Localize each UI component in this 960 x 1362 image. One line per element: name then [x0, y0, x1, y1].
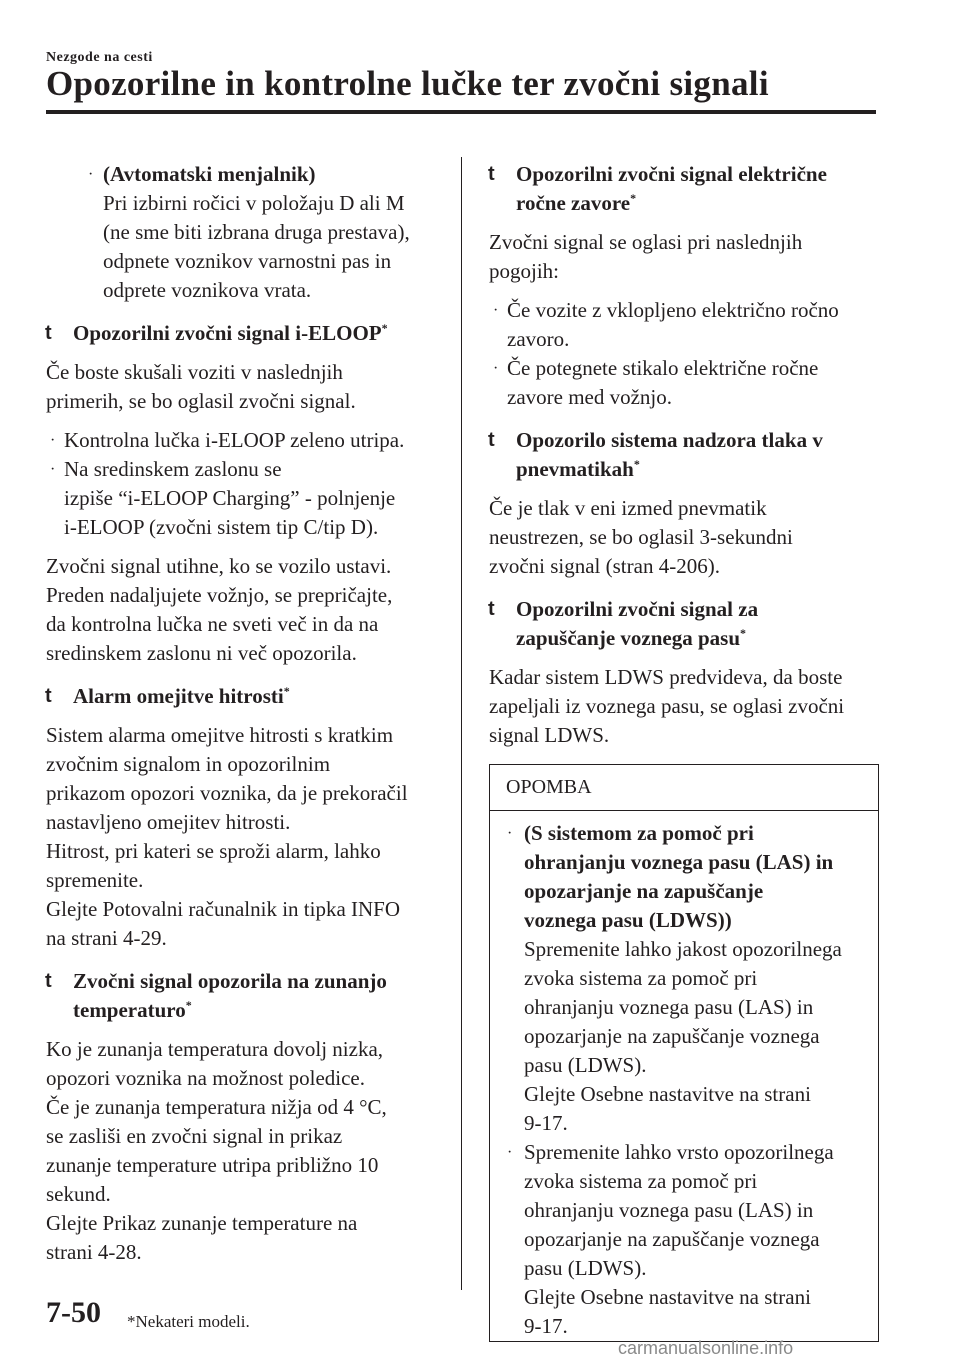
line: Pri izbirni ročici v položaju D ali M	[103, 191, 405, 215]
line: 9-17.	[524, 1314, 568, 1338]
bullet: ·	[507, 1144, 513, 1161]
left-column	[46, 160, 438, 1277]
line: (ne sme biti izbrana druga prestava),	[103, 220, 410, 244]
heading-text: Zvočni signal opozorila na zunanjo	[73, 969, 387, 993]
line: sredinskem zaslonu ni več opozorila.	[46, 641, 357, 665]
heading-text: Opozorilni zvočni signal za	[516, 597, 759, 621]
line: Preden nadaljujete vožnjo, se prepričajte,	[46, 583, 393, 607]
line: Na sredinskem zaslonu se	[64, 457, 282, 481]
line: zvočni signal (stran 4-206).	[489, 554, 720, 578]
line: zavoro.	[507, 327, 570, 351]
section-marker-icon: t	[488, 429, 495, 451]
line: da kontrolna lučka ne sveti več in da na	[46, 612, 379, 636]
line: na strani 4-29.	[46, 926, 167, 950]
line: (S sistemom za pomoč pri	[524, 821, 754, 845]
footnote-star: *	[633, 457, 640, 471]
line: Kontrolna lučka i-ELOOP zeleno utripa.	[64, 428, 405, 452]
section-marker-icon: t	[45, 322, 52, 344]
list-item	[46, 455, 438, 542]
heading-text: Opozorilni zvočni signal električne	[516, 162, 827, 186]
line: ohranjanju voznega pasu (LAS) in	[524, 995, 814, 1019]
section-marker-icon: t	[488, 598, 495, 620]
line: ohranjanju voznega pasu (LAS) in	[524, 1198, 814, 1222]
line: se zasliši en zvočni signal in prikaz	[46, 1124, 343, 1148]
section-marker-icon: t	[45, 970, 52, 992]
heading-text: pnevmatikah	[516, 457, 634, 481]
line: Če boste skušali voziti v naslednjih	[46, 360, 343, 384]
line: pasu (LDWS).	[524, 1053, 647, 1077]
page-number: 7-50	[46, 1296, 101, 1329]
line: prikazom opozori voznika, da je prekoračil	[46, 781, 408, 805]
bullet: ·	[493, 360, 499, 377]
line: odpnete voznikov varnostni pas in	[103, 249, 392, 273]
heading-text: ročne zavore	[516, 191, 631, 215]
title-rule	[46, 110, 876, 114]
paragraph	[46, 721, 438, 953]
line: signal LDWS.	[489, 723, 610, 747]
line: Če je zunanja temperatura nižja od 4 °C,	[46, 1095, 387, 1119]
footnote: *Nekateri modeli.	[127, 1312, 250, 1331]
heading-text: Opozorilo sistema nadzora tlaka v	[516, 428, 823, 452]
heading-text: temperaturo	[73, 998, 186, 1022]
paragraph	[489, 494, 879, 581]
heading-outside-temperature	[46, 967, 438, 1025]
list-item	[502, 819, 868, 1138]
line: odprete voznikova vrata.	[103, 278, 312, 302]
line: 9-17.	[524, 1111, 568, 1135]
note-box	[489, 764, 879, 1342]
paragraph	[46, 552, 438, 668]
line: primerih, se bo oglasil zvočni signal.	[46, 389, 356, 413]
line: Glejte Prikaz zunanje temperature na	[46, 1211, 358, 1235]
line: opozarjanje na zapuščanje voznega	[524, 1024, 820, 1048]
line: sekund.	[46, 1182, 111, 1206]
line: zunanje temperature utripa približno 10	[46, 1153, 379, 1177]
line: spremenite.	[46, 868, 144, 892]
heading-eloop	[46, 319, 438, 348]
list-item	[46, 426, 438, 455]
heading-text: Opozorilni zvočni signal i-ELOOP	[73, 321, 382, 345]
line: Če vozite z vklopljeno električno ročno	[507, 298, 839, 322]
heading-text: Alarm omejitve hitrosti	[73, 684, 284, 708]
line: Kadar sistem LDWS predvideva, da boste	[489, 665, 843, 689]
line: voznega pasu (LDWS))	[524, 908, 732, 932]
line: Glejte Osebne nastavitve na strani	[524, 1285, 811, 1309]
bullet: ·	[507, 825, 513, 842]
heading-text: zapuščanje voznega pasu	[516, 626, 741, 650]
line: nastavljeno omejitev hitrosti.	[46, 810, 291, 834]
line: opozori voznika na možnost poledice.	[46, 1066, 365, 1090]
footnote-star: *	[630, 191, 637, 205]
line: izpiše “i-ELOOP Charging” - polnjenje	[64, 486, 396, 510]
section-label: Nezgode na cesti	[46, 50, 153, 65]
footnote-star: *	[740, 626, 747, 640]
note-body	[490, 811, 878, 1341]
line: pasu (LDWS).	[524, 1256, 647, 1280]
line: Spremenite lahko jakost opozorilnega	[524, 937, 842, 961]
line: Sistem alarma omejitve hitrosti s kratkim	[46, 723, 394, 747]
section-marker-icon: t	[45, 685, 52, 707]
heading-speed-alarm	[46, 682, 438, 711]
heading-electric-parking-brake	[489, 160, 879, 218]
footnote-star: *	[283, 684, 290, 698]
bullet: ·	[493, 302, 499, 319]
watermark: carmanualsonline.info	[618, 1338, 794, 1358]
line: ohranjanju voznega pasu (LAS) in	[524, 850, 834, 874]
line: Zvočni signal utihne, ko se vozilo ustavi.	[46, 554, 392, 578]
paragraph	[46, 1035, 438, 1267]
line: strani 4-28.	[46, 1240, 142, 1264]
page-title: Opozorilne in kontrolne lučke ter zvočni signali	[46, 64, 769, 103]
footnote-star: *	[381, 321, 388, 335]
line: Spremenite lahko vrsto opozorilnega	[524, 1140, 834, 1164]
paragraph	[46, 358, 438, 416]
line: Ko je zunanja temperatura dovolj nizka,	[46, 1037, 384, 1061]
paragraph	[489, 228, 879, 286]
line: Glejte Potovalni računalnik in tipka INFO	[46, 897, 401, 921]
line: pogojih:	[489, 259, 560, 283]
column-divider	[461, 157, 462, 1290]
item-heading: (Avtomatski menjalnik)	[103, 162, 316, 186]
list-item	[489, 296, 879, 354]
right-column	[489, 160, 879, 1342]
line: Hitrost, pri kateri se sproži alarm, lahko	[46, 839, 381, 863]
line: opozarjanje na zapuščanje	[524, 879, 764, 903]
note-title: OPOMBA	[490, 765, 878, 811]
line: zapeljali iz voznega pasu, se oglasi zvočni	[489, 694, 845, 718]
heading-lane-departure	[489, 595, 879, 653]
heading-tire-pressure	[489, 426, 879, 484]
line: Glejte Osebne nastavitve na strani	[524, 1082, 811, 1106]
line: neustrezen, se bo oglasil 3-sekundni	[489, 525, 793, 549]
line: opozarjanje na zapuščanje voznega	[524, 1227, 820, 1251]
list-item	[489, 354, 879, 412]
bullet: ·	[50, 432, 56, 449]
line: zvočnim signalom in opozorilnim	[46, 752, 331, 776]
list-item	[502, 1138, 868, 1341]
line: zvoka sistema za pomoč pri	[524, 966, 758, 990]
bullet: ·	[88, 166, 94, 183]
line: zavore med vožnjo.	[507, 385, 673, 409]
section-marker-icon: t	[488, 163, 495, 185]
bullet: ·	[50, 461, 56, 478]
line: Če je tlak v eni izmed pnevmatik	[489, 496, 767, 520]
list-item-automatic-transmission	[46, 160, 438, 305]
line: Če potegnete stikalo električne ročne	[507, 356, 819, 380]
line: i-ELOOP (zvočni sistem tip C/tip D).	[64, 515, 379, 539]
line: Zvočni signal se oglasi pri naslednjih	[489, 230, 803, 254]
line: zvoka sistema za pomoč pri	[524, 1169, 758, 1193]
paragraph	[489, 663, 879, 750]
footnote-star: *	[185, 998, 192, 1012]
